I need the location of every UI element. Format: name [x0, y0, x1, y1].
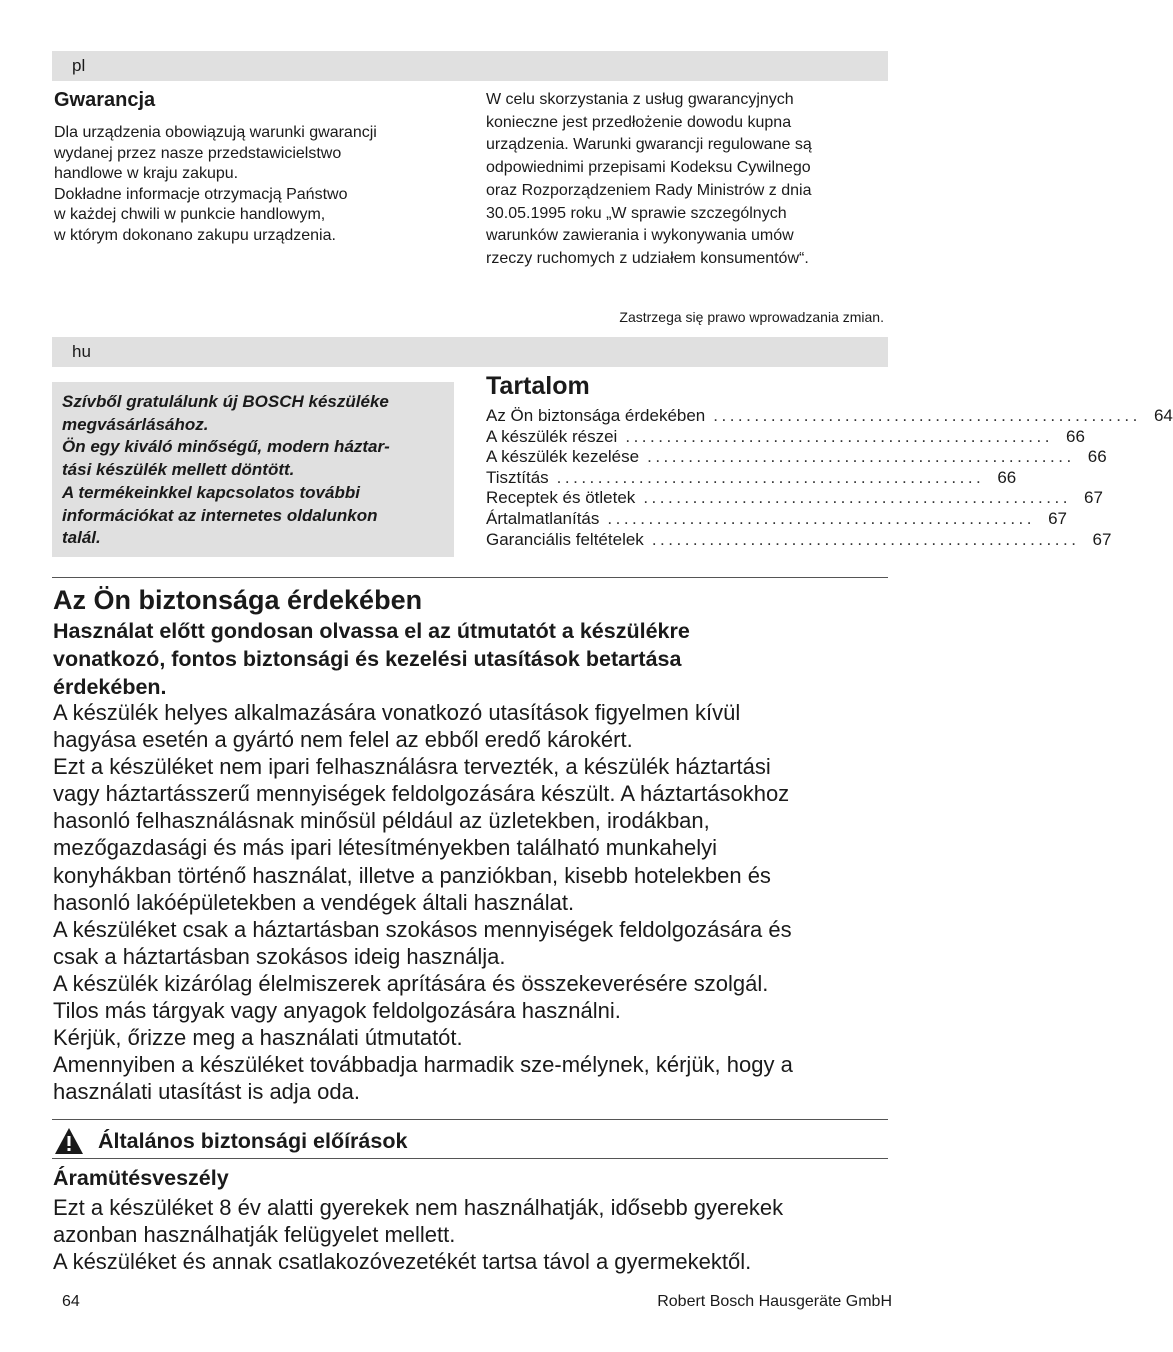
text-line: rzeczy ruchomych z udziałem konsumentów“.: [486, 249, 809, 267]
toc-entry-label: Tisztítás: [486, 467, 549, 487]
toc-entry[interactable]: [486, 406, 1173, 427]
toc-entry-page: 66: [1087, 447, 1107, 467]
text-line: urządzenia. Warunki gwarancji regulowane są: [486, 136, 812, 154]
warranty-text-left: [54, 123, 454, 246]
lead-line: Használat előtt gondosan olvassa el az útmutatót a készülékre: [53, 619, 690, 643]
body-line: hasonló lakóépületekben a vendégek általi használat.: [53, 889, 575, 915]
changes-reserved-note: Zastrzega się prawo wprowadzania zmian.: [619, 309, 884, 325]
toc-entry[interactable]: [486, 529, 1112, 551]
text-line: w każdej chwili w punkcie handlowym,: [54, 206, 326, 223]
toc-entry-page: 67: [1084, 488, 1103, 508]
toc-title: Tartalom: [486, 372, 590, 400]
toc-entry-page: 64: [1153, 406, 1173, 425]
page-number: 64: [62, 1293, 80, 1310]
safety-lead: [53, 617, 889, 701]
electric-shock-heading: Áramütésveszély: [53, 1166, 229, 1190]
text-line: handlowe w kraju zakupu.: [54, 165, 239, 182]
body-line: hagyása esetén a gyártó nem felel az ebből eredő károkért.: [53, 727, 633, 753]
toc-leader-dots: ....................................................: [625, 426, 1053, 446]
warning-title: Általános biztonsági előírások: [98, 1128, 408, 1153]
intro-line: információkat az internetes oldalunkon: [62, 505, 378, 525]
text-line: wydanej przez nasze przedstawicielstwo: [54, 144, 342, 162]
toc-leader-dots: ....................................................: [643, 488, 1071, 508]
body-line: hasonló felhasználásnak minősül például az üzletekben, irodákban,: [53, 808, 710, 834]
body-line: A készüléket és annak csatlakozóvezetékét tartsa távol a gyermekektől.: [53, 1249, 752, 1275]
text-line: odpowiednimi przepisami Kodeksu Cywilnego: [486, 159, 811, 177]
body-line: konyhákban történő használat, illetve a panziókban, kisebb hotelekben és: [53, 862, 771, 888]
toc-leader-dots: ....................................................: [556, 467, 985, 487]
table-of-contents: [486, 406, 1173, 550]
toc-leader-dots: ....................................................: [713, 406, 1141, 425]
body-line: Kérjük, őrizze meg a használati útmutatót.: [53, 1025, 463, 1051]
section-divider: [52, 577, 888, 578]
language-code: pl: [72, 56, 86, 75]
text-line: oraz Rozporządzeniem Rady Ministrów z dnia: [486, 181, 812, 199]
intro-line: Ön egy kiváló minőségű, modern háztar-: [62, 437, 390, 457]
safety-body: [53, 699, 893, 1105]
toc-entry-label: Receptek és ötletek: [486, 488, 636, 508]
toc-entry-page: 66: [1066, 426, 1085, 446]
body-line: vagy háztartásszerű mennyiségek feldolgozására készült. A háztartásokhoz: [53, 781, 790, 807]
toc-entry[interactable]: [486, 447, 1107, 468]
text-line: Dokładne informacje otrzymacją Państwo: [54, 185, 348, 203]
safety-heading: Az Ön biztonsága érdekében: [53, 585, 423, 615]
language-bar-pl: [52, 51, 888, 81]
toc-entry-label: Garanciális feltételek: [486, 529, 644, 549]
text-line: konieczne jest przedłożenie dowodu kupna: [486, 113, 792, 131]
body-line: A készülék helyes alkalmazására vonatkozó utasítások figyelmen kívül: [53, 700, 741, 725]
electric-shock-body: [53, 1194, 893, 1275]
body-line: Amennyiben a készüléket továbbadja harmadik sze-mélynek, kérjük, hogy a: [53, 1052, 793, 1078]
toc-entry-page: 67: [1092, 529, 1112, 549]
warning-rule-bottom: [52, 1158, 888, 1159]
language-bar-hu: [52, 337, 888, 367]
toc-entry-page: 66: [997, 467, 1017, 487]
intro-line: megvásárlásához.: [62, 414, 209, 434]
body-line: mezőgazdasági és más ipari létesítményekben található munkahelyi: [53, 835, 718, 861]
warranty-text-right: [486, 89, 886, 271]
text-line: w którym dokonano zakupu urządzenia.: [54, 226, 336, 244]
toc-leader-dots: ....................................................: [607, 508, 1035, 528]
text-line: Dla urządzenia obowiązują warunki gwarancji: [54, 124, 377, 141]
text-line: warunków zawierania i wykonywania umów: [486, 227, 794, 245]
body-line: Ezt a készüléket 8 év alatti gyerekek nem használhatják, idősebb gyerekek: [53, 1195, 784, 1220]
warning-header: [52, 1124, 407, 1158]
intro-line: talál.: [62, 528, 101, 548]
body-line: Ezt a készüléket nem ipari felhasználásra tervezték, a készülék háztartási: [53, 754, 771, 780]
toc-entry[interactable]: [486, 508, 1067, 530]
text-line: 30.05.1995 roku „W sprawie szczególnych: [486, 204, 787, 222]
intro-line: A termékeinkkel kapcsolatos további: [62, 482, 360, 502]
toc-entry[interactable]: [486, 467, 1017, 489]
toc-entry-label: Ártalmatlanítás: [486, 508, 600, 528]
language-code: hu: [72, 342, 91, 361]
body-line: A készülék kizárólag élelmiszerek aprítására és összekeverésére szolgál.: [53, 970, 769, 996]
toc-entry-page: 67: [1048, 508, 1067, 528]
toc-entry-label: A készülék kezelése: [486, 447, 640, 467]
body-line: Tilos más tárgyak vagy anyagok feldolgozására használni.: [53, 998, 621, 1024]
body-line: A készüléket csak a háztartásban szokásos mennyiségek feldolgozására és: [53, 916, 792, 942]
warning-rule-top: [52, 1119, 888, 1120]
body-line: használati utasítást is adja oda.: [53, 1079, 360, 1105]
intro-line: tási készülék mellett döntött.: [62, 460, 295, 480]
warning-triangle-icon: [54, 1127, 84, 1155]
company-name: Robert Bosch Hausgeräte GmbH: [657, 1293, 892, 1310]
intro-line: Szívből gratulálunk új BOSCH készüléke: [62, 392, 389, 411]
text-line: W celu skorzystania z usług gwarancyjnych: [486, 91, 794, 108]
lead-line: vonatkozó, fontos biztonsági és kezelési utasítások betartása: [53, 647, 682, 671]
toc-entry-label: A készülék részei: [486, 426, 618, 446]
toc-leader-dots: ....................................................: [651, 529, 1080, 549]
section-title-warranty: Gwarancja: [54, 89, 156, 111]
toc-entry-label: Az Ön biztonsága érdekében: [486, 406, 706, 425]
toc-entry[interactable]: [486, 426, 1085, 448]
toc-leader-dots: ....................................................: [647, 447, 1075, 467]
lead-line: érdekében.: [53, 675, 167, 699]
intro-box: [52, 382, 454, 557]
body-line: csak a háztartásban szokásos ideig használja.: [53, 943, 506, 969]
toc-entry[interactable]: [486, 488, 1103, 509]
body-line: azonban használhatják felügyelet mellett.: [53, 1222, 456, 1248]
